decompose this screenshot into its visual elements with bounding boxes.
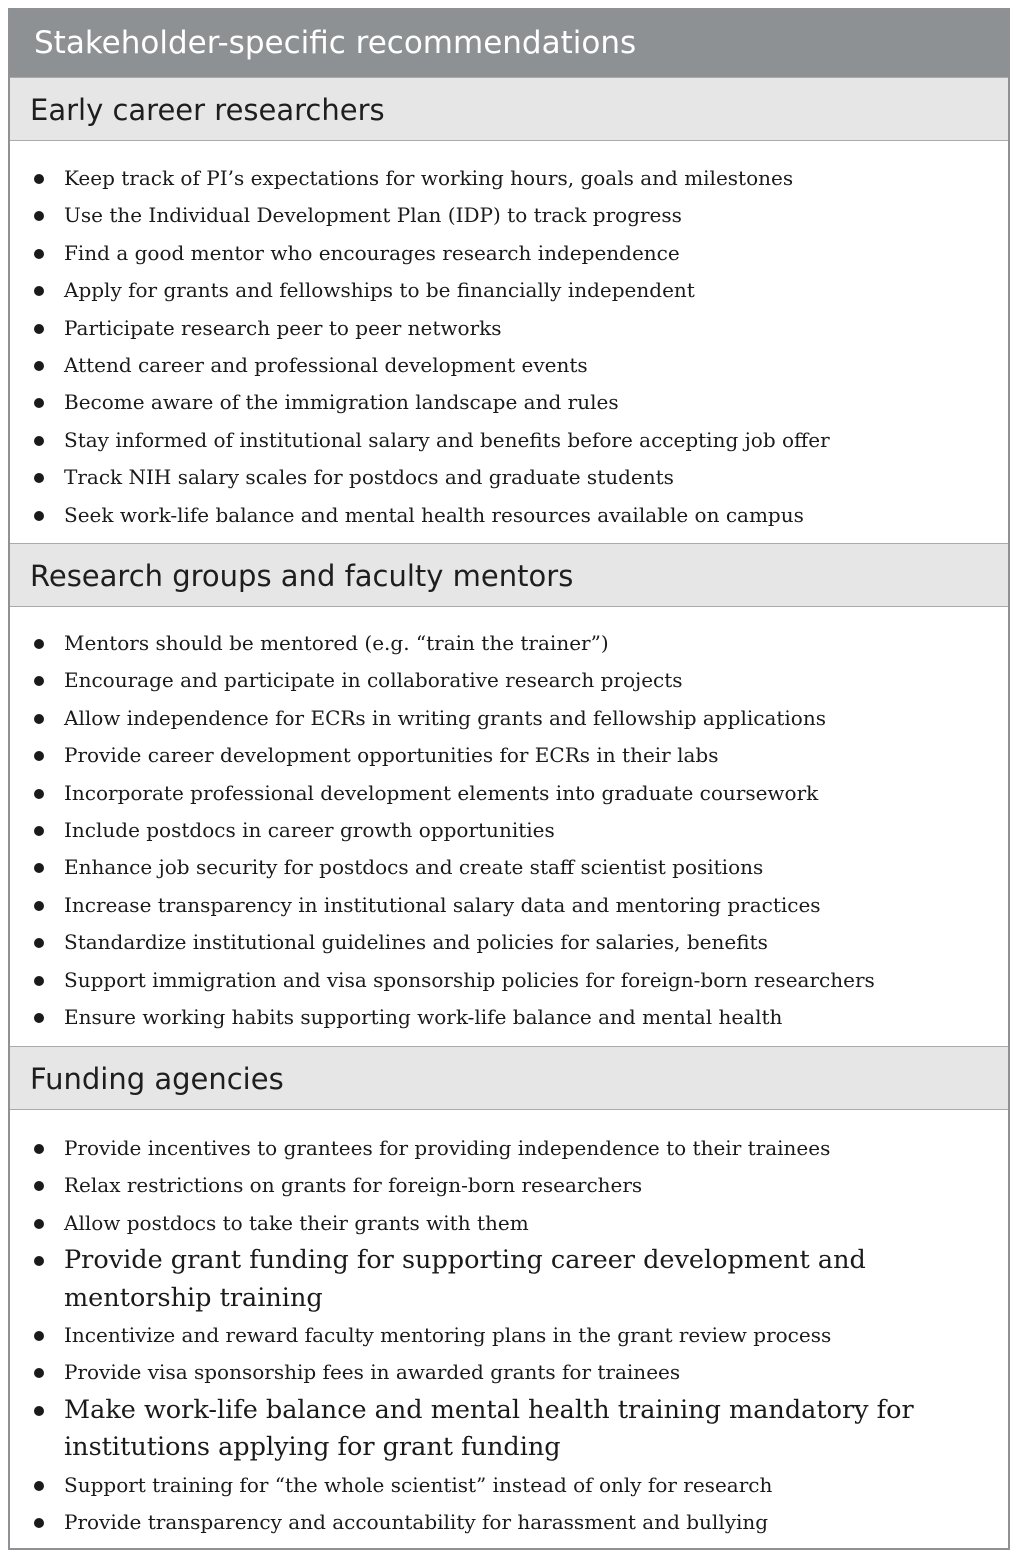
list-item: Apply for grants and fellowships to be financially independent	[10, 272, 1008, 309]
bullet-icon	[34, 976, 44, 986]
list-item: Provide grant funding for supporting career development and mentorship training	[10, 1242, 952, 1317]
bullet-icon	[34, 1518, 44, 1528]
list-item: Provide visa sponsorship fees in awarded grants for trainees	[10, 1354, 1008, 1391]
list-item: Stay informed of institutional salary and benefits before accepting job offer	[10, 422, 1008, 459]
bullet-icon	[34, 789, 44, 799]
bullet-icon	[34, 286, 44, 296]
list-item: Participate research peer to peer networks	[10, 310, 1008, 347]
section-heading-early-career: Early career researchers	[10, 77, 1008, 141]
list-item: Keep track of PI’s expectations for working hours, goals and milestones	[10, 160, 1008, 197]
bullet-icon	[34, 211, 44, 221]
list-item: Find a good mentor who encourages research independence	[10, 235, 1008, 272]
bullet-icon	[34, 863, 44, 873]
funding-agencies-list	[10, 1130, 1008, 1541]
bullet-icon	[34, 361, 44, 371]
bullet-icon	[34, 901, 44, 911]
list-item: Mentors should be mentored (e.g. “train the trainer”)	[10, 625, 1008, 662]
bullet-icon	[34, 1331, 44, 1341]
bullet-icon	[34, 639, 44, 649]
list-item: Relax restrictions on grants for foreign-born researchers	[10, 1167, 1008, 1204]
bullet-icon	[34, 676, 44, 686]
bullet-icon	[34, 174, 44, 184]
list-item: Track NIH salary scales for postdocs and graduate students	[10, 459, 1008, 496]
list-item: Support immigration and visa sponsorship policies for foreign-born researchers	[10, 962, 1008, 999]
list-item: Support training for “the whole scientist” instead of only for research	[10, 1467, 1008, 1504]
bullet-icon	[34, 1181, 44, 1191]
list-item: Include postdocs in career growth opportunities	[10, 812, 1008, 849]
bullet-icon	[34, 436, 44, 446]
bullet-icon	[34, 1256, 44, 1266]
list-item: Use the Individual Development Plan (IDP) to track progress	[10, 197, 1008, 234]
bullet-icon	[34, 826, 44, 836]
list-item: Enhance job security for postdocs and create staff scientist positions	[10, 849, 1008, 886]
list-item: Allow postdocs to take their grants with them	[10, 1205, 1008, 1242]
bullet-icon	[34, 938, 44, 948]
list-item: Provide career development opportunities for ECRs in their labs	[10, 737, 1008, 774]
recommendations-table	[8, 8, 1010, 1550]
list-item: Become aware of the immigration landscape and rules	[10, 384, 1008, 421]
list-item: Provide incentives to grantees for providing independence to their trainees	[10, 1130, 1008, 1167]
list-item: Make work-life balance and mental health training mandatory for institutions applying for grant funding	[10, 1392, 932, 1467]
bullet-icon	[34, 1406, 44, 1416]
section-heading-funding-agencies: Funding agencies	[10, 1046, 1008, 1110]
list-item: Provide transparency and accountability for harassment and bullying	[10, 1504, 1008, 1541]
bullet-icon	[34, 714, 44, 724]
list-item: Increase transparency in institutional salary data and mentoring practices	[10, 887, 1008, 924]
list-item: Seek work-life balance and mental health resources available on campus	[10, 497, 1008, 534]
early-career-list	[10, 160, 1008, 534]
bullet-icon	[34, 1013, 44, 1023]
list-item: Encourage and participate in collaborative research projects	[10, 662, 1008, 699]
list-item: Attend career and professional development events	[10, 347, 1008, 384]
research-groups-list	[10, 625, 1008, 1036]
bullet-icon	[34, 249, 44, 259]
list-item: Incorporate professional development elements into graduate coursework	[10, 775, 1008, 812]
bullet-icon	[34, 324, 44, 334]
list-item: Incentivize and reward faculty mentoring plans in the grant review process	[10, 1317, 1008, 1354]
bullet-icon	[34, 1144, 44, 1154]
bullet-icon	[34, 511, 44, 521]
bullet-icon	[34, 398, 44, 408]
bullet-icon	[34, 1368, 44, 1378]
bullet-icon	[34, 751, 44, 761]
table-title: Stakeholder-specific recommendations	[10, 10, 1008, 77]
bullet-icon	[34, 1219, 44, 1229]
section-heading-research-groups: Research groups and faculty mentors	[10, 543, 1008, 607]
list-item: Standardize institutional guidelines and policies for salaries, benefits	[10, 924, 1008, 961]
bullet-icon	[34, 473, 44, 483]
bullet-icon	[34, 1481, 44, 1491]
list-item: Ensure working habits supporting work-life balance and mental health	[10, 999, 1008, 1036]
list-item: Allow independence for ECRs in writing grants and fellowship applications	[10, 700, 1008, 737]
